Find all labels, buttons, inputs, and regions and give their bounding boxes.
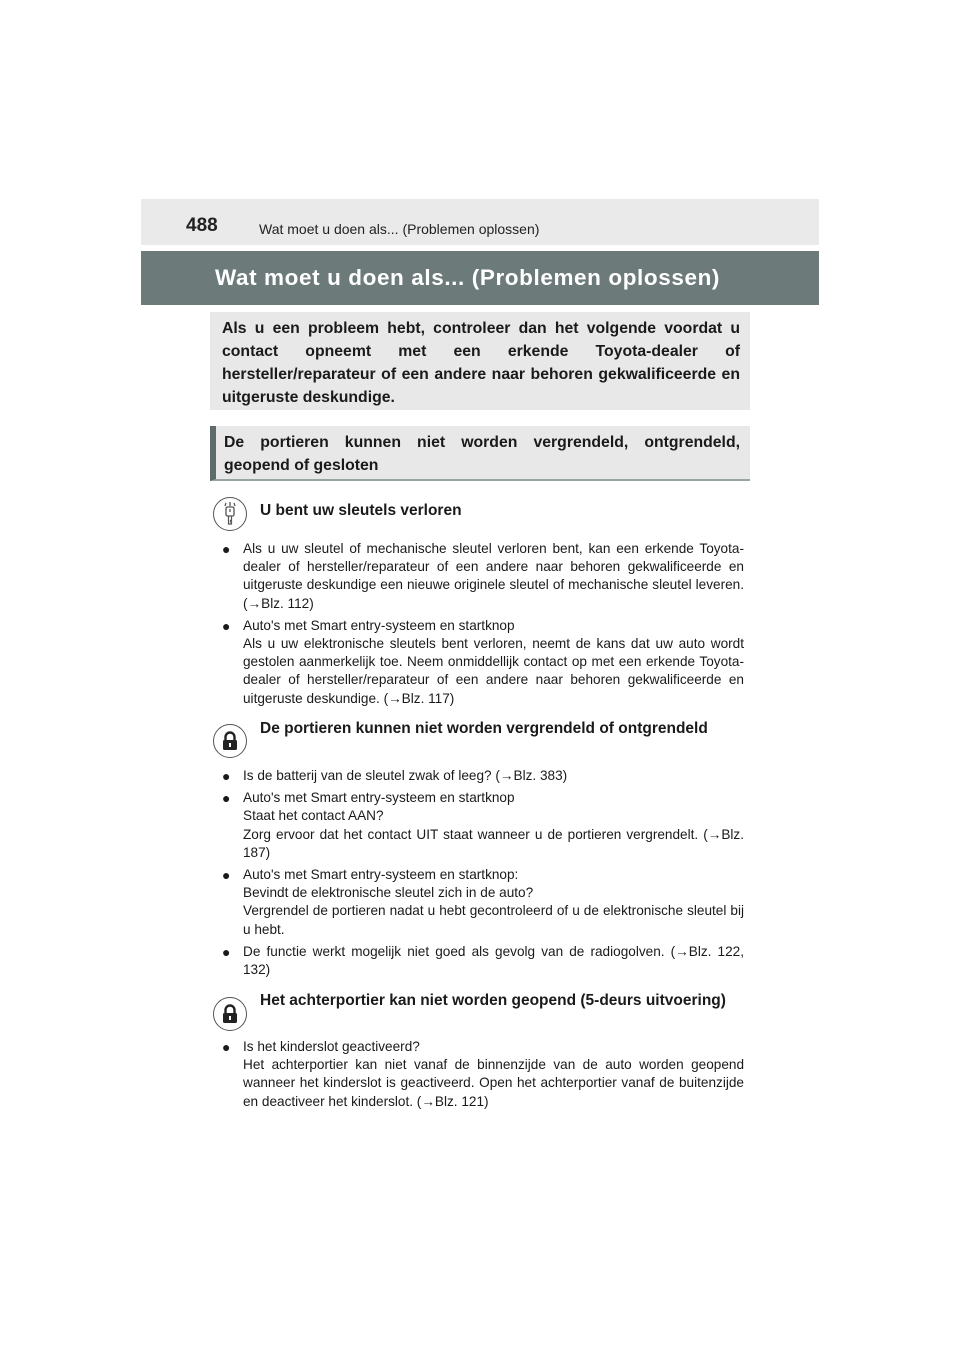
list-item xyxy=(222,866,744,939)
bullet-text: Bevindt de elektronische sleutel zich in de auto? xyxy=(243,885,534,901)
bullet-text: Vergrendel de portieren nadat u hebt gecontroleerd of u de elektronische sleutel bij u hebt. xyxy=(243,903,744,937)
page-title: Wat moet u doen als... (Problemen oplossen) xyxy=(141,251,819,305)
bullet-text: ● Als u uw sleutel of mechanische sleutel verloren bent, kan een erkende Toyota-dealer of hersteller/reparateur of een andere naar behoren gekwalificeerde en uitgeruste deskundige een nieuwe originele sleutel of mechanische sleutel leveren. (→Blz. 112) xyxy=(243,541,744,611)
bullet-text: ● Auto's met Smart entry-systeem en startknop xyxy=(243,790,515,806)
lock-icon xyxy=(213,724,247,758)
list-item xyxy=(222,1038,744,1111)
list-item xyxy=(222,943,744,979)
sub-heading-back-door: Het achterportier kan niet worden geopend (5-deurs uitvoering) xyxy=(260,992,726,1009)
list-item xyxy=(222,789,744,862)
bullet-text: Het achterportier kan niet vanaf de binnenzijde van de auto worden geopend wanneer het kinderslot is geactiveerd. Open het achterportier vanaf de buitenzijde en deactiveer het kinderslot. (→Blz. 121) xyxy=(243,1057,744,1109)
bullet-list-back-door xyxy=(222,1038,744,1115)
sub-heading-locking: De portieren kunnen niet worden vergrendeld of ontgrendeld xyxy=(260,720,708,737)
lock-icon xyxy=(213,997,247,1031)
bullet-text: ● Is het kinderslot geactiveerd? xyxy=(243,1039,420,1054)
running-title: Wat moet u doen als... (Problemen oplossen) xyxy=(259,221,540,237)
list-item xyxy=(222,767,744,785)
key-icon xyxy=(213,497,247,531)
list-item xyxy=(222,540,744,613)
bullet-text: ● Auto's met Smart entry-systeem en startknop xyxy=(243,617,515,633)
bullet-list-lost-keys xyxy=(222,540,744,712)
bullet-list-locking xyxy=(222,767,744,983)
section-heading: De portieren kunnen niet worden vergrendeld, ontgrendeld, geopend of gesloten xyxy=(210,426,750,481)
bullet-text: Als u uw elektronische sleutels bent verloren, neemt de kans dat uw auto wordt gestolen aanmerkelijk toe. Neem onmiddellijk contact op met een erkende Toyota-dealer of hersteller/reparateur of een andere naar behoren gekwalificeerde en uitgeruste deskundige. (→Blz. 117) xyxy=(243,636,744,706)
sub-heading-lost-keys: U bent uw sleutels verloren xyxy=(260,502,462,519)
bullet-text: Zorg ervoor dat het contact UIT staat wanneer u de portieren vergrendelt. (→Blz. 187) xyxy=(243,826,744,860)
list-item xyxy=(222,617,744,708)
bullet-text: ● De functie werkt mogelijk niet goed als gevolg van de radiogolven. (→Blz. 122, 132) xyxy=(243,943,744,978)
bullet-text: Staat het contact AAN? xyxy=(243,808,384,824)
bullet-text: ● Is de batterij van de sleutel zwak of leeg? (→Blz. 383) xyxy=(243,768,568,783)
page-number: 488 xyxy=(186,215,218,236)
bullet-text: ● Auto's met Smart entry-systeem en startknop: xyxy=(243,867,519,883)
intro-box: Als u een probleem hebt, controleer dan het volgende voordat u contact opneemt met een erkende Toyota-dealer of hersteller/reparateur of een andere naar behoren gekwalificeerde en uitgeruste deskundige. xyxy=(210,312,750,410)
